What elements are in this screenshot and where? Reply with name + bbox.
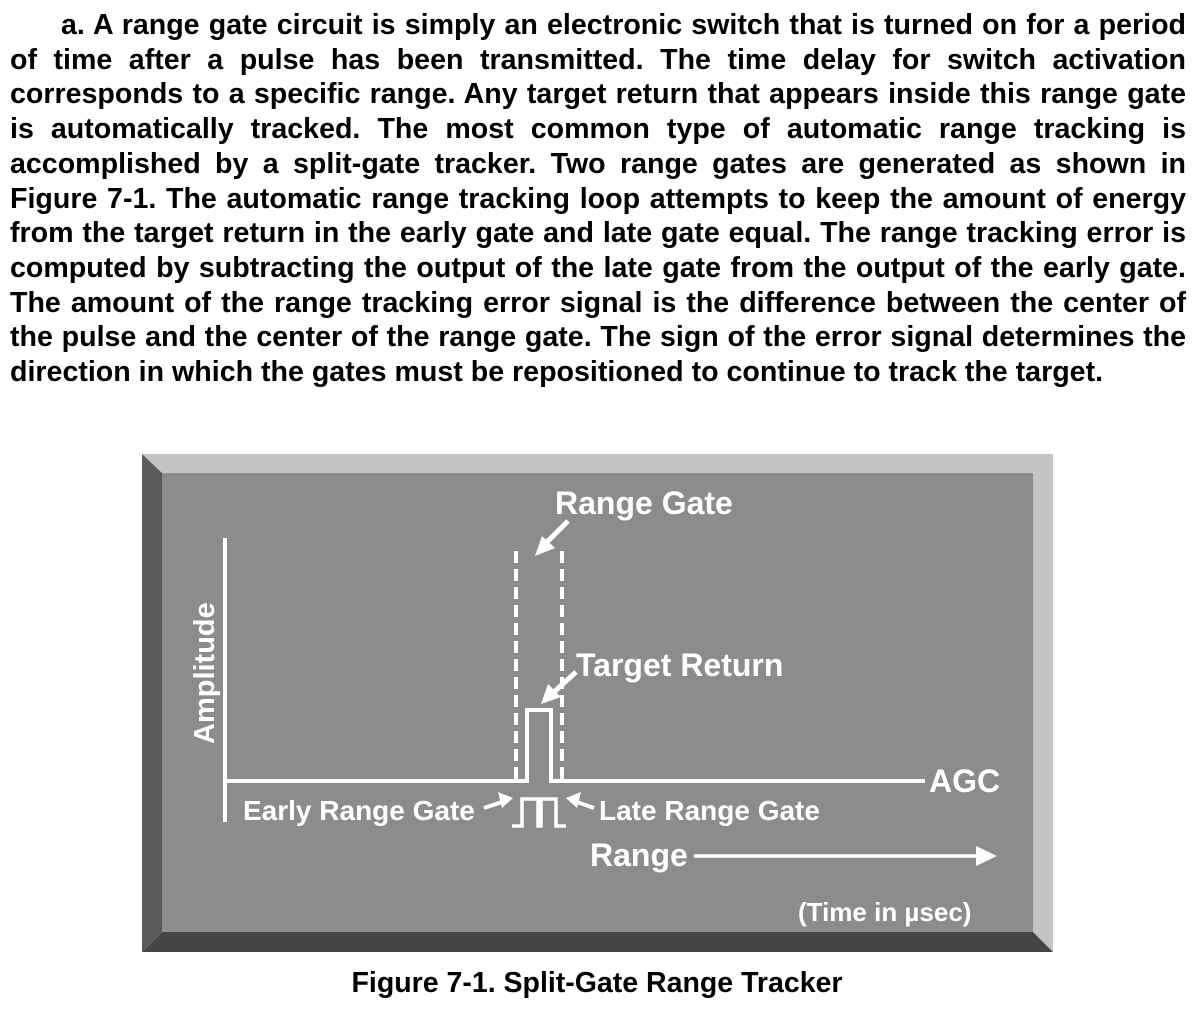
- late-range-gate-label: Late Range Gate: [599, 795, 820, 826]
- range-gate-label: Range Gate: [555, 485, 733, 521]
- panel-bevel-bottom: [142, 932, 1053, 952]
- body-paragraph: a. A range gate circuit is simply an electronic switch that is turned on for a period of time after a pulse has been transmitted. The time delay for switch activation corresponds to a specific range. Any target return that appears inside this range gate is automatically tracked. The most common type of automatic range tracking is accomplished by a split-gate tracker. Two range gates are generated as shown in Figure 7-1. The automatic range tracking loop attempts to keep the amount of energy from the target return in the early gate and late gate equal. The range tracking error is computed by subtracting the output of the late gate from the output of the early gate. The amount of the range tracking error signal is the difference between the center of the pulse and the center of the range gate. The sign of the error signal determines the direction in which the gates must be repositioned to continue to track the target.: [10, 9, 1186, 389]
- target-return-label: Target Return: [576, 647, 784, 683]
- panel-bevel-right: [1033, 454, 1053, 952]
- panel-bevel-top: [142, 454, 1053, 473]
- time-units-label: (Time in µsec): [798, 897, 972, 927]
- figure-caption: Figure 7-1. Split-Gate Range Tracker: [351, 967, 843, 999]
- agc-label: AGC: [929, 763, 1001, 799]
- panel-bevel-left: [142, 454, 162, 952]
- amplitude-axis-label: Amplitude: [189, 602, 221, 744]
- range-axis-label: Range: [590, 837, 688, 873]
- early-range-gate-label: Early Range Gate: [243, 795, 475, 826]
